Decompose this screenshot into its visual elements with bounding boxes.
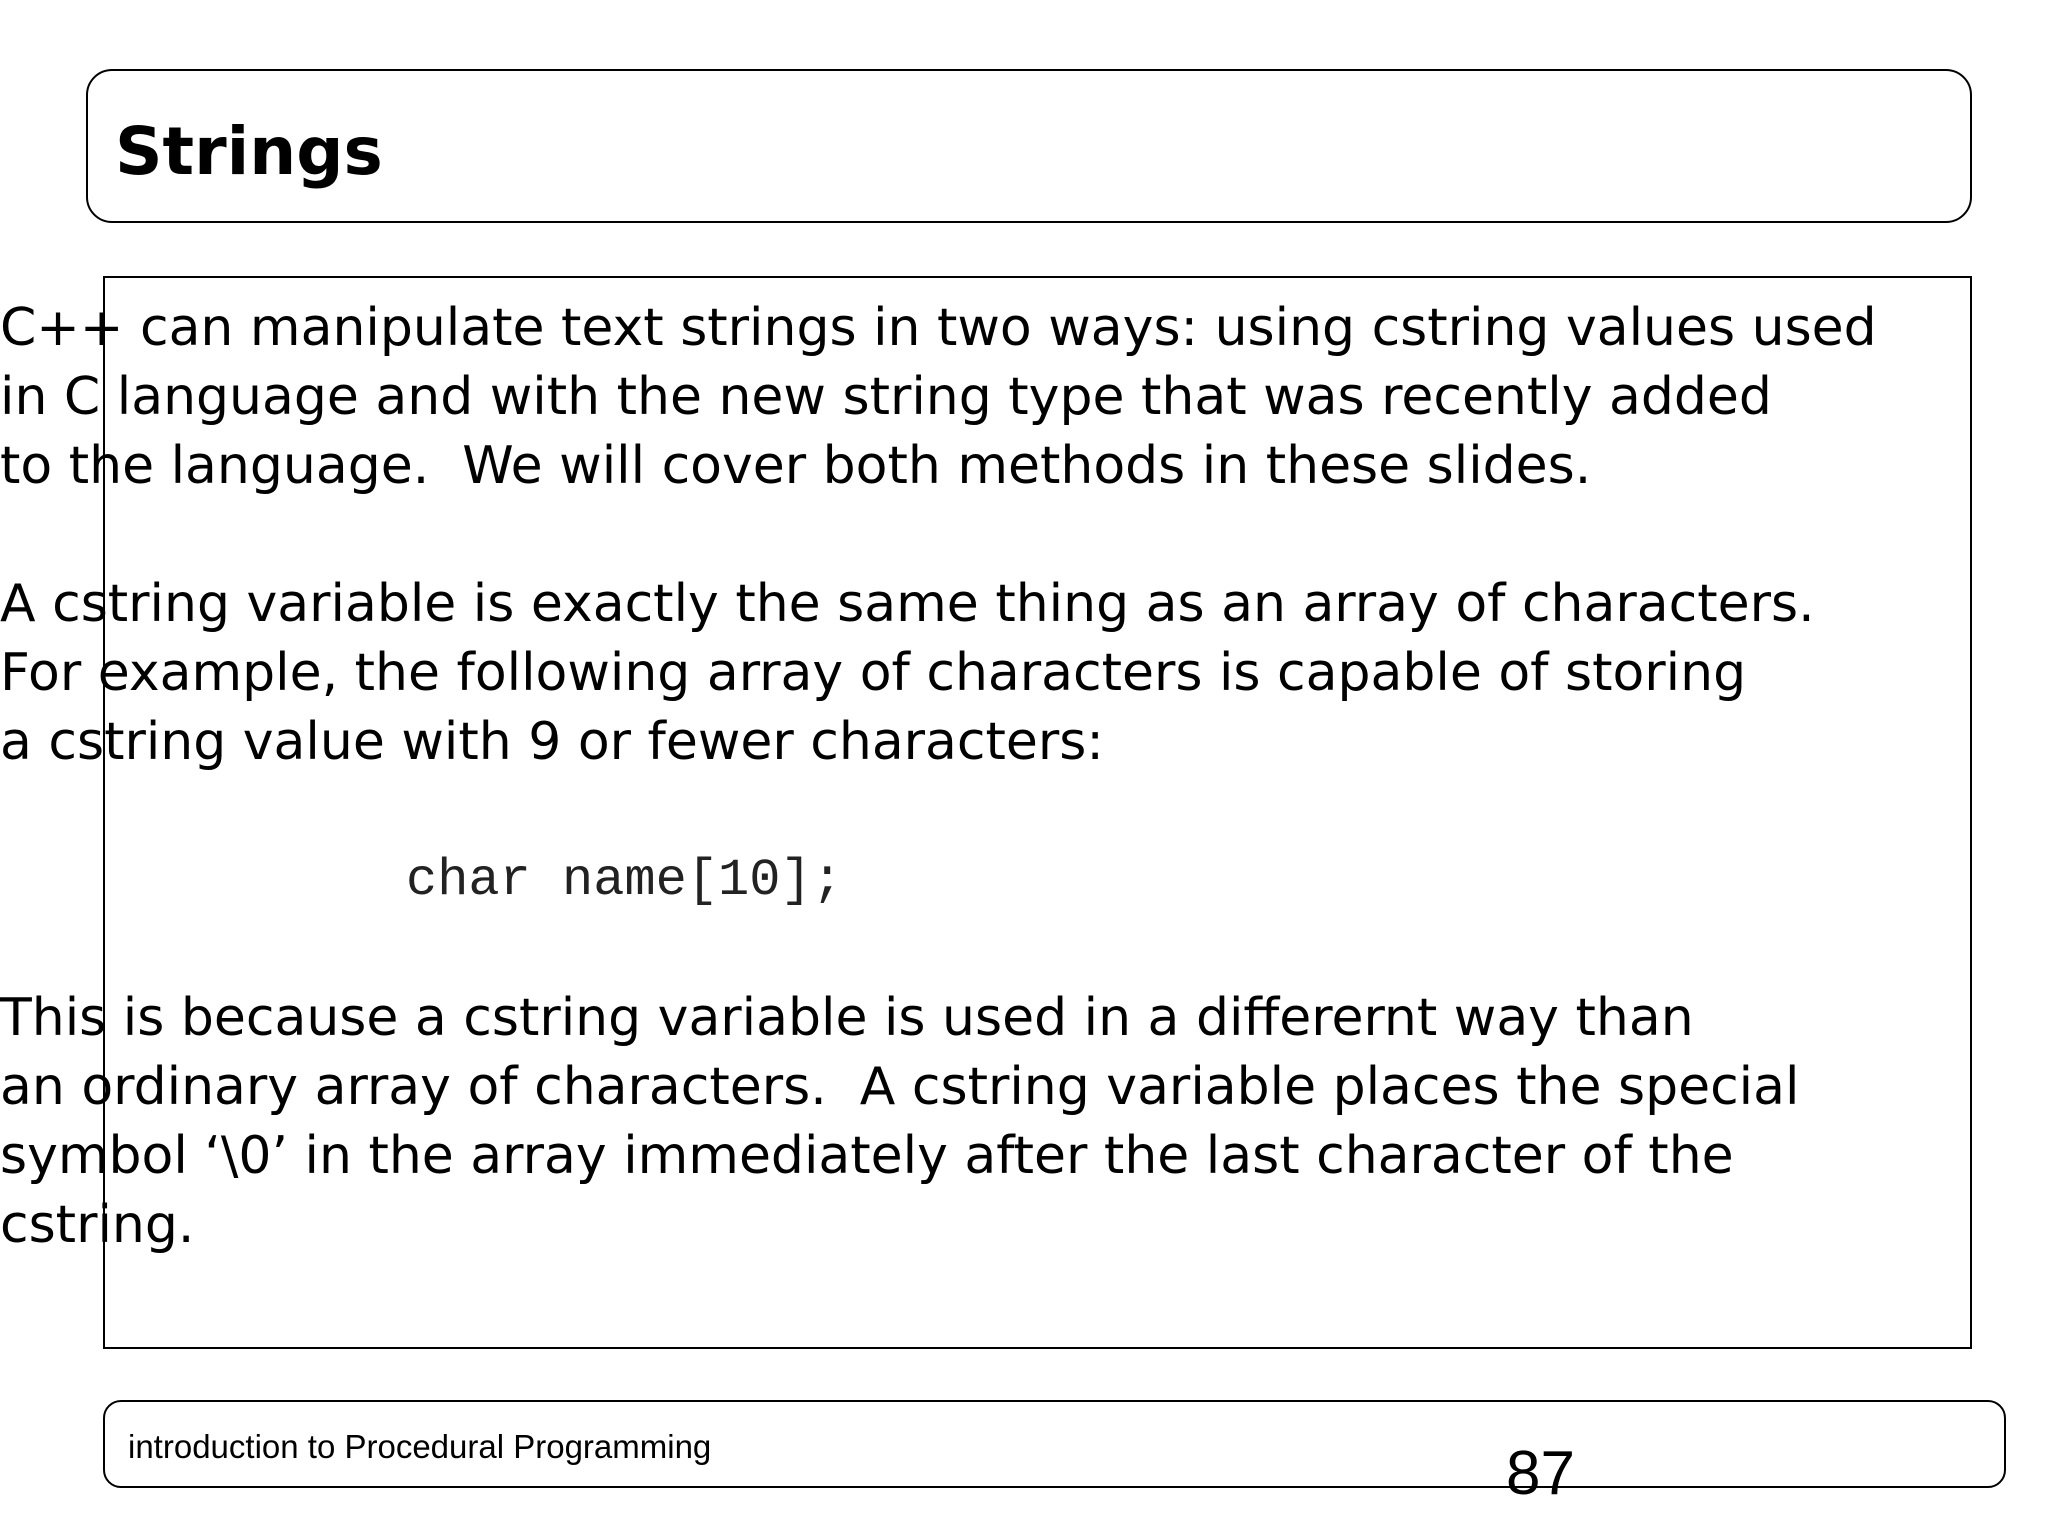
body-line: cstring.	[0, 1195, 195, 1255]
body-line: in C language and with the new string type that was recently added	[0, 367, 1772, 427]
paragraph-cstring	[0, 570, 2000, 777]
footer-course-name: introduction to Procedural Programming	[128, 1428, 712, 1465]
paragraph-intro	[0, 294, 2000, 501]
body-line: an ordinary array of characters. A cstring variable places the special	[0, 1057, 1800, 1117]
body-line: For example, the following array of characters is capable of storing	[0, 643, 1747, 703]
slide-title: Strings	[115, 113, 383, 190]
body-line: C++ can manipulate text strings in two ways: using cstring values used	[0, 298, 1877, 358]
page-number: 87	[1506, 1439, 1575, 1508]
body-line: to the language. We will cover both methods in these slides.	[0, 436, 1592, 496]
slide-body	[0, 294, 2000, 1260]
body-line: A cstring variable is exactly the same thing as an array of characters.	[0, 574, 1815, 634]
code-snippet: char name[10];	[406, 851, 843, 910]
paragraph-null-terminator	[0, 984, 2000, 1260]
body-line: symbol ‘\0’ in the array immediately after the last character of the	[0, 1126, 1734, 1186]
body-line: This is because a cstring variable is used in a differernt way than	[0, 988, 1694, 1048]
body-line: a cstring value with 9 or fewer characters:	[0, 712, 1104, 772]
